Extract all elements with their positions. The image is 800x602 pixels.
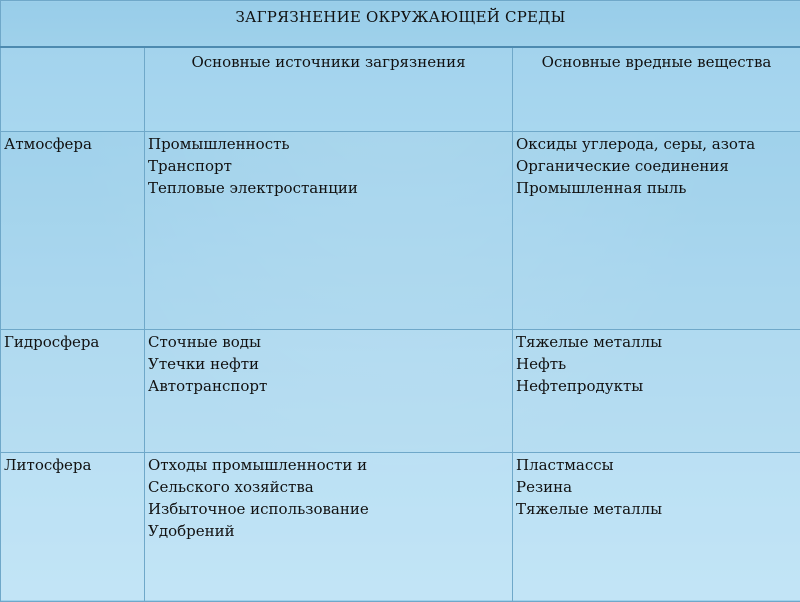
header-sources-cell xyxy=(145,47,513,132)
source-item: Отходы промышленности и xyxy=(148,454,512,476)
substance-item: Тяжелые металлы xyxy=(516,498,800,520)
substance-item: Нефть xyxy=(516,353,800,375)
substance-item: Органические соединения xyxy=(516,155,800,177)
header-row xyxy=(1,47,800,132)
source-item: Промышленность xyxy=(148,133,512,155)
substance-item: Резина xyxy=(516,476,800,498)
header-substances: Основные вредные вещества xyxy=(513,48,800,73)
table-title-cell xyxy=(1,1,800,48)
substance-item: Нефтепродукты xyxy=(516,375,800,397)
source-item: Автотранспорт xyxy=(148,375,512,397)
row-label-cell xyxy=(1,453,145,602)
sources-cell xyxy=(145,132,513,330)
source-item: Сточные воды xyxy=(148,331,512,353)
substance-item: Оксиды углерода, серы, азота xyxy=(516,133,800,155)
substance-item: Промышленная пыль xyxy=(516,177,800,199)
table-row-hydrosphere xyxy=(1,330,800,453)
substance-item: Пластмассы xyxy=(516,454,800,476)
table-row-atmosphere xyxy=(1,132,800,330)
source-item: Удобрений xyxy=(148,520,512,542)
substances-cell xyxy=(513,132,800,330)
source-item: Утечки нефти xyxy=(148,353,512,375)
title-row xyxy=(1,1,800,48)
source-item: Избыточное использование xyxy=(148,498,512,520)
header-substances-cell xyxy=(513,47,800,132)
row-label: Гидросфера xyxy=(4,331,144,353)
substances-cell xyxy=(513,453,800,602)
source-item: Сельского хозяйства xyxy=(148,476,512,498)
source-item: Тепловые электростанции xyxy=(148,177,512,199)
table-title: ЗАГРЯЗНЕНИЕ ОКРУЖАЮЩЕЙ СРЕДЫ xyxy=(235,6,565,28)
header-corner xyxy=(1,48,144,51)
source-item: Транспорт xyxy=(148,155,512,177)
header-sources: Основные источники загрязнения xyxy=(145,48,512,73)
header-corner-cell xyxy=(1,47,145,132)
row-label: Атмосфера xyxy=(4,133,144,155)
sources-cell xyxy=(145,330,513,453)
row-label: Литосфера xyxy=(4,454,144,476)
row-label-cell xyxy=(1,330,145,453)
substances-cell xyxy=(513,330,800,453)
table-row-lithosphere xyxy=(1,453,800,602)
row-label-cell xyxy=(1,132,145,330)
sources-cell xyxy=(145,453,513,602)
substance-item: Тяжелые металлы xyxy=(516,331,800,353)
